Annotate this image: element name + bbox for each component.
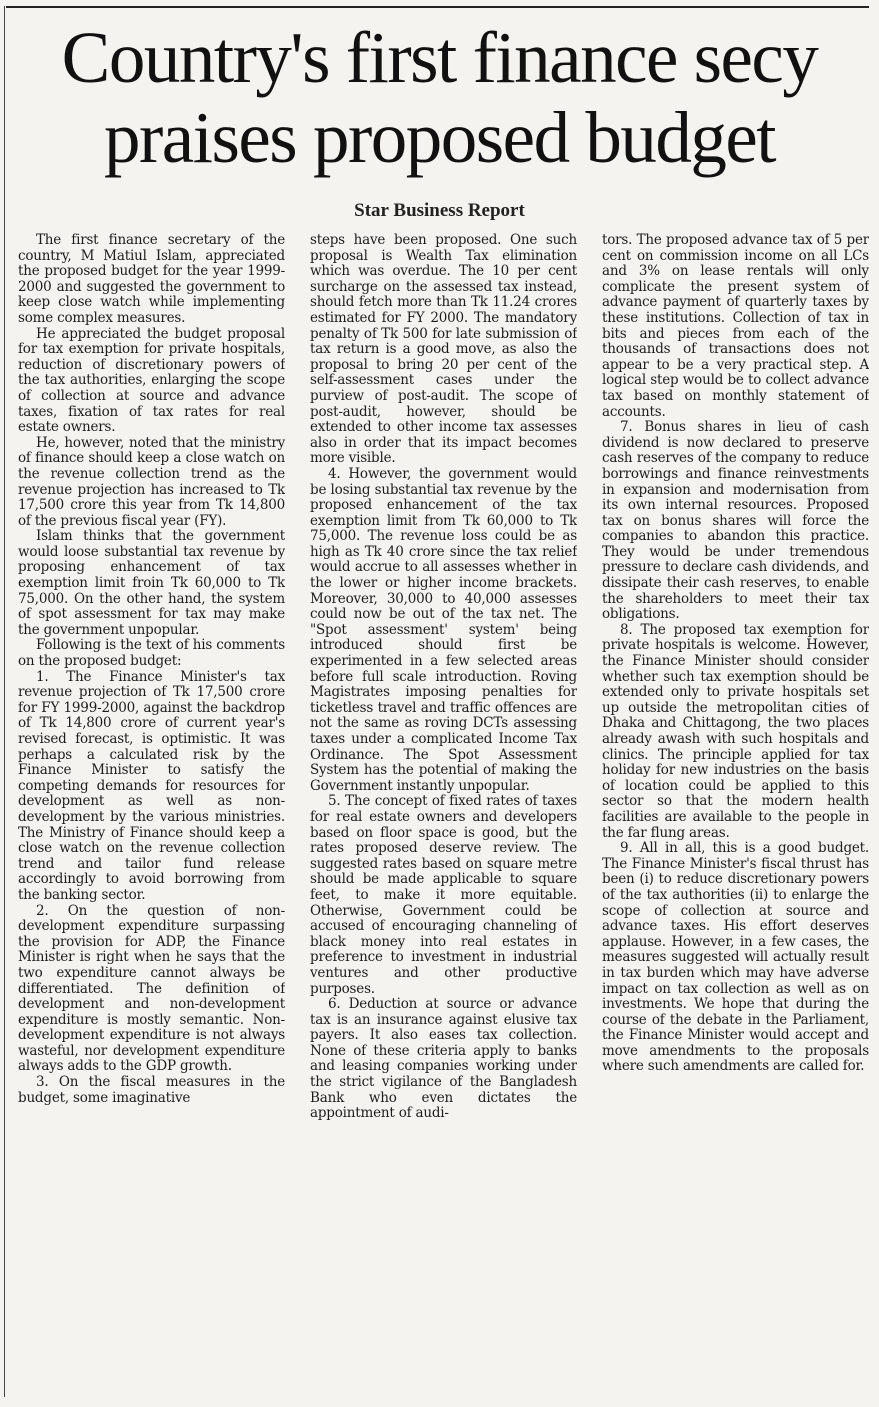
paragraph: The first finance secretary of the country, M Matiul Islam, appreciated the proposed budget for the year 1999-2000 and suggested the government to keep close watch while implementing some complex measures. (18, 233, 285, 326)
column-2 (310, 233, 577, 1401)
column-1 (18, 233, 285, 1401)
article-body (18, 233, 870, 1401)
paragraph: tors. The proposed advance tax of 5 per cent on commission income on all LCs and 3% on lease rentals will only complicate the present system of advance payment of quarterly taxes by these institutions. Collection of tax in bits and pieces from each of the thousands of transactions does not appear to be a very practical step. A logical step would be to collect advance tax based on monthly statement of accounts. (602, 233, 869, 420)
paragraph: steps have been proposed. One such proposal is Wealth Tax elimination which was overdue. The 10 per cent surcharge on the assessed tax instead, should fetch more than Tk 11.24 crores estimated for FY 2000. The mandatory penalty of Tk 500 for late submission of tax return is a good move, as also the proposal to bring 20 per cent of the self-assessment cases under the purview of post-audit. The scope of post-audit, however, should be extended to other income tax assesses also in order that its impact becomes more visible. (310, 233, 577, 467)
paragraph: 9. All in all, this is a good budget. The Finance Minister's fiscal thrust has been (i) to reduce discretionary powers of the tax authorities (ii) to enlarge the scope of collection at source and advance taxes. His effort deserves applause. However, in a few cases, the measures suggested will actually result in tax burden which may have adverse impact on tax collection as well as on investments. We hope that during the course of the debate in the Parliament, the Finance Minister would accept and move amendments to the proposals where such amendments are called for. (602, 840, 869, 1075)
paragraph: 4. However, the government would be losing substantial tax revenue by the proposed enhancement of the tax exemption limit from Tk 60,000 to Tk 75,000. The revenue loss could be as high as Tk 40 crore since the tax relief would accrue to all assesses whether in the lower or higher income brackets. Moreover, 30,000 to 40,000 assesses could now be out of the tax net. The "Spot assessment' system' being introduced should first be experimented in a few selected areas before full scale introduction. Roving Magistrates imposing penalties for ticketless travel and traffic offences are not the same as roving DCTs assessing taxes under a complicated Income Tax Ordinance. The Spot Assessment System has the potential of making the Government instantly unpopular. (310, 465, 577, 794)
paragraph: 8. The proposed tax exemption for private hospitals is welcome. However, the Finance Minister should consider whether such tax exemption should be extended only to private hospitals set up outside the metropolitan cities of Dhaka and Chittagong, the two places already awash with such hospitals and clinics. The principle applied for tax holiday for new industries on the basis of location could be applied to this sector so that the modern health facilities are available to the people in the far flung areas. (602, 621, 869, 841)
headline: Country's first finance secy praises proposed budget (61, 17, 818, 178)
byline: Star Business Report (354, 200, 525, 221)
paragraph: 1. The Finance Minister's tax revenue projection of Tk 17,500 crore for FY 1999-2000, against the backdrop of Tk 14,800 crore of current year's revised forecast, is optimistic. It was perhaps a calculated risk by the Finance Minister to satisfy the competing demands for resources for development as well as non-development by the various ministries. The Ministry of Finance should keep a close watch on the revenue collection trend and tailor fund release accordingly to avoid borrowing from the banking sector. (18, 668, 285, 903)
paragraph: 3. On the fiscal measures in the budget, some imaginative (18, 1074, 285, 1106)
paragraph: 2. On the question of non-development expenditure surpassing the provision for ADP, the Finance Minister is right when he says that the two expenditure cannot always be differentiated. The definition of development and non-development expenditure is mostly semantic. Non-development expenditure is not always wasteful, nor development expenditure always adds to the GDP growth. (18, 902, 285, 1075)
paragraph: Following is the text of his comments on the proposed budget: (18, 637, 285, 670)
top-rule (6, 6, 869, 8)
paragraph: He, however, noted that the ministry of finance should keep a close watch on the revenue collection trend as the revenue projection has increased to Tk 17,500 crore this year from Tk 14,800 of the previous fiscal year (FY). (18, 434, 285, 529)
paragraph: 7. Bonus shares in lieu of cash dividend is now declared to preserve cash reserves of the company to reduce borrowings and finance reinvestments in expansion and modernisation from its own internal resources. Proposed tax on bonus shares will force the companies to abandon this practice. They would be under tremendous pressure to declare cash dividends, and dissipate their cash reserves, to enable the shareholders to meet their tax obligations. (602, 419, 869, 623)
paragraph: He appreciated the budget proposal for tax exemption for private hospitals, reduction of discretionary powers of the tax authorities, enlarging the scope of collection at source and advance taxes, fixation of tax rates for real estate owners. (18, 325, 285, 436)
column-3 (602, 233, 869, 1401)
paragraph: Islam thinks that the government would loose substantial tax revenue by proposing enhancement of tax exemption limit froin Tk 60,000 to Tk 75,000. On the other hand, the system of spot assessment for tax may make the government unpopular. (18, 528, 285, 638)
paragraph: 5. The concept of fixed rates of taxes for real estate owners and developers based on floor space is good, but the rates proposed deserve review. The suggested rates based on square metre should be made applicable to square feet, to make it more equitable. Otherwise, Government could be accused of encouraging channeling of black money into real estates in preference to investment in industrial ventures and other productive purposes. (310, 793, 577, 997)
paragraph: 6. Deduction at source or advance tax is an insurance against elusive tax payers. It also eases tax collection. None of these criteria apply to banks and leasing companies working under the strict vigilance of the Bangladesh Bank who even dictates the appointment of audi- (310, 996, 577, 1122)
